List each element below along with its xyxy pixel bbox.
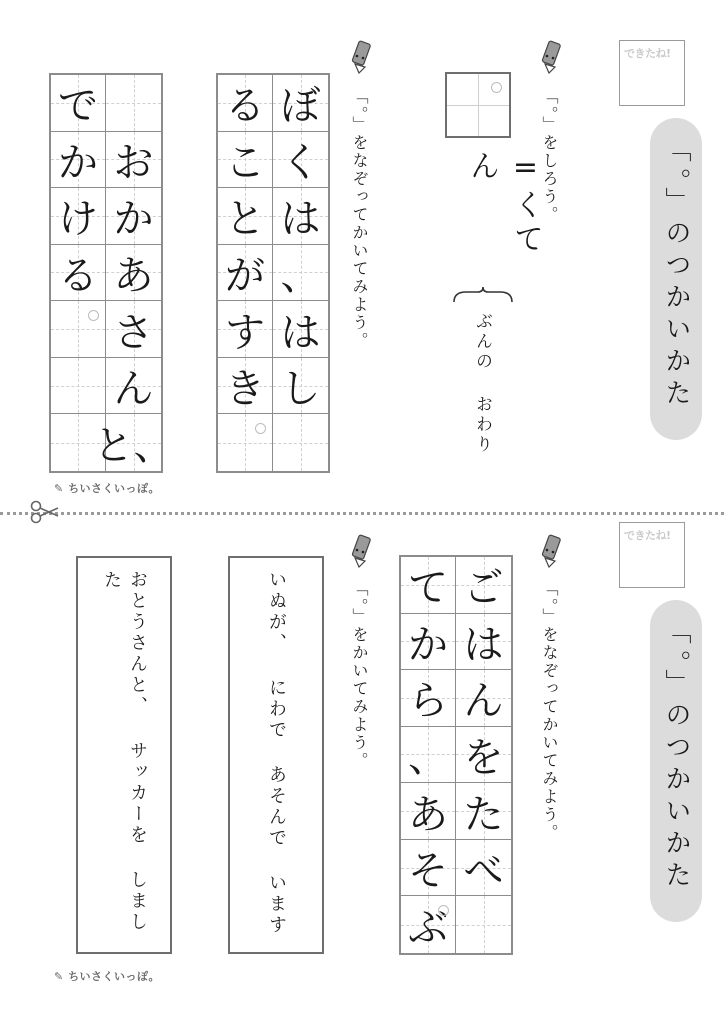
practice-grid-c — [399, 555, 513, 955]
grid-character: き — [225, 366, 265, 413]
grid-character: は — [280, 196, 321, 243]
pencil-icon — [345, 534, 379, 568]
grid-character: け — [58, 196, 98, 243]
grid-cell[interactable] — [218, 414, 273, 471]
grid-character: て — [408, 565, 448, 612]
pencil-icon — [535, 40, 569, 74]
grid-cell[interactable] — [273, 132, 328, 189]
grid-cell[interactable] — [401, 840, 456, 897]
definition-note: ぶんの おわり — [472, 312, 492, 455]
grid-cell[interactable] — [401, 783, 456, 840]
sentence-text: おとうさんと、 サッカーを しました — [101, 570, 148, 933]
grid-character: こ — [225, 139, 265, 186]
grid-cell[interactable] — [218, 75, 273, 132]
instruction-trace: 「。」をなぞってかいてみよう。 — [350, 88, 369, 350]
grid-character: そ — [408, 848, 448, 895]
grid-cell[interactable] — [51, 132, 106, 189]
practice-grid-a — [216, 73, 330, 473]
pencil-icon: ✎ — [54, 482, 64, 495]
lesson-title-bottom — [650, 600, 702, 922]
pencil-icon: ✎ — [54, 970, 64, 983]
grid-cell[interactable] — [273, 414, 328, 471]
grid-cell[interactable] — [273, 301, 328, 358]
grid-cell[interactable] — [218, 301, 273, 358]
grid-cell[interactable] — [273, 75, 328, 132]
grid-character: す — [225, 309, 265, 356]
grid-cell[interactable] — [401, 670, 456, 727]
grid-character: が — [225, 252, 265, 299]
sentence-text: いぬが、 にわで あそんで います — [266, 570, 287, 936]
grid-cell[interactable] — [218, 358, 273, 415]
brace-icon — [452, 286, 514, 304]
grid-cell[interactable] — [106, 245, 161, 302]
grid-character: ご — [463, 565, 504, 612]
grid-character: く — [280, 139, 321, 186]
grid-character: ぶ — [408, 905, 448, 952]
done-checkbox-top[interactable] — [619, 40, 685, 106]
grid-character: と、 — [93, 423, 174, 470]
grid-cell[interactable] — [401, 727, 456, 784]
pencil-icon — [535, 534, 569, 568]
grid-cell[interactable] — [106, 301, 161, 358]
grid-cell[interactable] — [93, 414, 174, 471]
kuten-example-box — [445, 72, 511, 138]
grid-cell[interactable] — [401, 614, 456, 671]
grid-character: ら — [408, 678, 448, 725]
grid-cell[interactable] — [456, 896, 511, 953]
writing-box-2[interactable] — [76, 556, 172, 954]
grid-character: と — [225, 196, 265, 243]
grid-character: で — [58, 83, 98, 130]
grid-cell[interactable] — [456, 783, 511, 840]
grid-cell[interactable] — [456, 557, 511, 614]
cut-line — [0, 512, 724, 515]
lesson-title-top — [650, 118, 702, 440]
grid-cell[interactable] — [218, 132, 273, 189]
grid-character: は — [463, 621, 504, 668]
grid-character: ん — [463, 678, 504, 725]
grid-character: か — [58, 139, 98, 186]
grid-cell[interactable] — [273, 358, 328, 415]
grid-cell[interactable] — [456, 614, 511, 671]
grid-cell[interactable] — [51, 358, 106, 415]
grid-character: か — [113, 196, 154, 243]
done-checkbox-bottom[interactable] — [619, 522, 685, 588]
grid-cell[interactable] — [106, 132, 161, 189]
instruction-trace-bottom: 「。」をなぞってかいてみよう。 — [540, 580, 559, 842]
grid-character: さ — [113, 309, 154, 356]
grid-character: か — [408, 621, 448, 668]
grid-character: は — [280, 309, 321, 356]
grid-cell[interactable] — [401, 557, 456, 614]
title-text: 「。」のつかいかた — [661, 618, 691, 893]
grid-character: る — [58, 252, 98, 299]
grid-character: ん — [113, 366, 154, 413]
grid-cell[interactable] — [218, 245, 273, 302]
grid-character: あ — [113, 252, 154, 299]
grid-cell[interactable] — [51, 188, 106, 245]
instruction-learn: 「。」をしろう。 — [540, 88, 559, 224]
grid-character: 、 — [408, 734, 448, 781]
grid-character: 、 — [280, 252, 321, 299]
grid-character: し — [280, 366, 321, 413]
grid-character: ぼ — [280, 83, 321, 130]
grid-cell[interactable] — [273, 245, 328, 302]
grid-cell[interactable] — [51, 245, 106, 302]
grid-cell[interactable] — [456, 670, 511, 727]
brand-logo: ✎ ちいさくいっぽ。 — [54, 482, 161, 495]
grid-cell[interactable] — [106, 188, 161, 245]
grid-character: を — [463, 734, 504, 781]
grid-cell[interactable] — [51, 75, 106, 132]
grid-character: た — [463, 791, 504, 838]
definition-text: =くてん — [464, 150, 543, 257]
grid-cell[interactable] — [273, 188, 328, 245]
grid-cell[interactable] — [401, 896, 456, 953]
practice-grid-b — [49, 73, 174, 473]
scissors-icon — [30, 500, 60, 524]
grid-cell[interactable] — [106, 75, 161, 132]
done-label: できたね! — [624, 47, 671, 60]
brand-logo: ✎ ちいさくいっぽ。 — [54, 970, 161, 983]
pencil-icon — [345, 40, 379, 74]
grid-character: お — [113, 139, 154, 186]
grid-character: べ — [463, 848, 504, 895]
grid-cell[interactable] — [51, 301, 106, 358]
title-text: 「。」のつかいかた — [661, 136, 691, 411]
done-label: できたね! — [624, 529, 671, 542]
grid-cell[interactable] — [218, 188, 273, 245]
grid-character: る — [225, 83, 265, 130]
grid-cell[interactable] — [456, 727, 511, 784]
grid-cell[interactable] — [106, 358, 161, 415]
grid-character: あ — [408, 791, 448, 838]
writing-box-1[interactable] — [228, 556, 324, 954]
instruction-write: 「。」をかいてみよう。 — [350, 580, 369, 770]
grid-cell[interactable] — [456, 840, 511, 897]
